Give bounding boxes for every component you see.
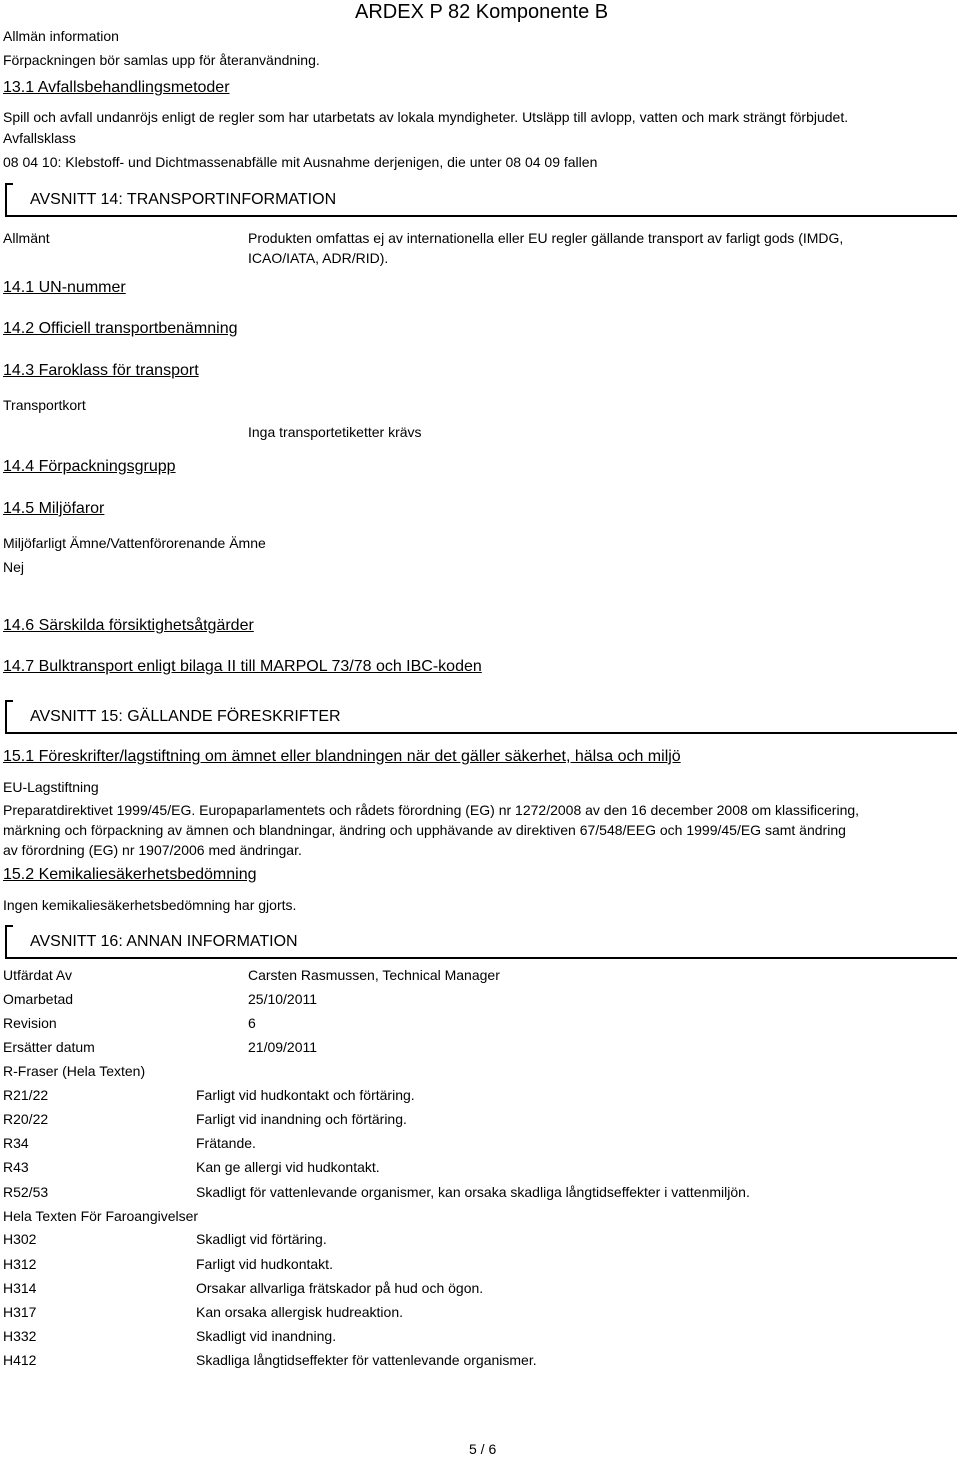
h-phrase-code: H312	[3, 1256, 37, 1272]
section-15-heading: AVSNITT 15: GÄLLANDE FÖRESKRIFTER	[5, 700, 957, 734]
h-phrase-text: Skadligt vid inandning.	[196, 1328, 337, 1344]
env-hazard-value: Nej	[3, 559, 25, 575]
eu-legislation-label: EU-Lagstiftning	[3, 779, 99, 795]
eu-legislation-text-line3: av förordning (EG) nr 1907/2006 med ändringar.	[3, 842, 302, 858]
transport-general-label: Allmänt	[3, 230, 50, 246]
general-info-label: Allmän information	[3, 28, 119, 44]
h-phrase-text: Orsakar allvarliga frätskador på hud och ögon.	[196, 1280, 484, 1296]
chemical-safety-assessment-text: Ingen kemikaliesäkerhetsbedömning har gjorts.	[3, 897, 297, 913]
subsection-14-6: 14.6 Särskilda försiktighetsåtgärder	[3, 617, 254, 634]
subsection-14-3: 14.3 Faroklass för transport	[3, 362, 199, 379]
h-phrase-code: H317	[3, 1304, 37, 1320]
supersedes-date-value: 21/09/2011	[248, 1039, 318, 1055]
page-number: 5 / 6	[469, 1441, 497, 1457]
subsection-14-7: 14.7 Bulktransport enligt bilaga II till MARPOL 73/78 och IBC-koden	[3, 658, 482, 675]
supersedes-date-label: Ersätter datum	[3, 1039, 95, 1055]
r-phrase-text: Kan ge allergi vid hudkontakt.	[196, 1159, 380, 1175]
r-phrase-text: Frätande.	[196, 1135, 256, 1151]
disposal-text: Spill och avfall undanröjs enligt de regler som har utarbetats av lokala myndigheter. Utsläpp till avlopp, vatten och mark strängt förbjudet.	[3, 109, 849, 125]
revision-label: Revision	[3, 1015, 57, 1031]
transport-general-text-line2: ICAO/IATA, ADR/RID).	[248, 250, 389, 266]
subsection-14-2: 14.2 Officiell transportbenämning	[3, 320, 238, 337]
subsection-15-2: 15.2 Kemikaliesäkerhetsbedömning	[3, 866, 257, 883]
h-phrase-code: H302	[3, 1231, 37, 1247]
subsection-15-1: 15.1 Föreskrifter/lagstiftning om ämnet eller blandningen när det gäller säkerhet, hälsa och miljö	[3, 748, 681, 765]
r-phrase-code: R20/22	[3, 1111, 49, 1127]
eu-legislation-text-line2: märkning och förpackning av ämnen och blandningar, ändring och upphävande av direktiven 67/548/EEG och 1999/45/EG samt ändring	[3, 822, 846, 838]
h-phrase-code: H332	[3, 1328, 37, 1344]
h-phrase-text: Skadligt vid förtäring.	[196, 1231, 327, 1247]
recycle-note: Förpackningen bör samlas upp för återanvändning.	[3, 52, 320, 68]
h-phrases-label: Hela Texten För Faroangivelser	[3, 1208, 199, 1224]
section-14-heading: AVSNITT 14: TRANSPORTINFORMATION	[5, 183, 957, 217]
transport-card-label: Transportkort	[3, 397, 86, 413]
subsection-14-5: 14.5 Miljöfaror	[3, 500, 105, 517]
r-phrase-code: R34	[3, 1135, 29, 1151]
subsection-13-1: 13.1 Avfallsbehandlingsmetoder	[3, 79, 230, 96]
product-title: ARDEX P 82 Komponente B	[355, 1, 609, 23]
r-phrase-code: R21/22	[3, 1087, 49, 1103]
subsection-14-4: 14.4 Förpackningsgrupp	[3, 458, 176, 475]
subsection-14-1: 14.1 UN-nummer	[3, 279, 126, 296]
r-phrase-text: Farligt vid hudkontakt och förtäring.	[196, 1087, 415, 1103]
h-phrase-text: Farligt vid hudkontakt.	[196, 1256, 333, 1272]
issued-by-label: Utfärdat Av	[3, 967, 73, 983]
waste-class-text: 08 04 10: Klebstoff- und Dichtmassenabfälle mit Ausnahme derjenigen, die unter 08 04 09 fallen	[3, 154, 598, 170]
r-phrase-text: Farligt vid inandning och förtäring.	[196, 1111, 407, 1127]
h-phrase-text: Skadliga långtidseffekter för vattenlevande organismer.	[196, 1352, 537, 1368]
section-16-heading: AVSNITT 16: ANNAN INFORMATION	[5, 925, 957, 959]
r-phrase-code: R52/53	[3, 1184, 49, 1200]
r-phrase-text: Skadligt för vattenlevande organismer, kan orsaka skadliga långtidseffekter i vattenmiljön.	[196, 1184, 750, 1200]
transport-general-text-line1: Produkten omfattas ej av internationella eller EU regler gällande transport av farligt gods (IMDG,	[248, 230, 844, 246]
revised-label: Omarbetad	[3, 991, 74, 1007]
revision-value: 6	[248, 1015, 256, 1031]
eu-legislation-text-line1: Preparatdirektivet 1999/45/EG. Europaparlamentets och rådets förordning (EG) nr 1272/2008 av den 16 december 2008 om klassificering,	[3, 802, 860, 818]
h-phrase-code: H412	[3, 1352, 37, 1368]
h-phrase-code: H314	[3, 1280, 37, 1296]
h-phrase-text: Kan orsaka allergisk hudreaktion.	[196, 1304, 404, 1320]
transport-labels-value: Inga transportetiketter krävs	[248, 424, 422, 440]
revised-value: 25/10/2011	[248, 991, 318, 1007]
waste-class-label: Avfallsklass	[3, 130, 76, 146]
issued-by-value: Carsten Rasmussen, Technical Manager	[248, 967, 500, 983]
env-hazard-label: Miljöfarligt Ämne/Vattenförorenande Ämne	[3, 535, 266, 551]
r-phrase-code: R43	[3, 1159, 29, 1175]
r-phrases-label: R-Fraser (Hela Texten)	[3, 1063, 146, 1079]
